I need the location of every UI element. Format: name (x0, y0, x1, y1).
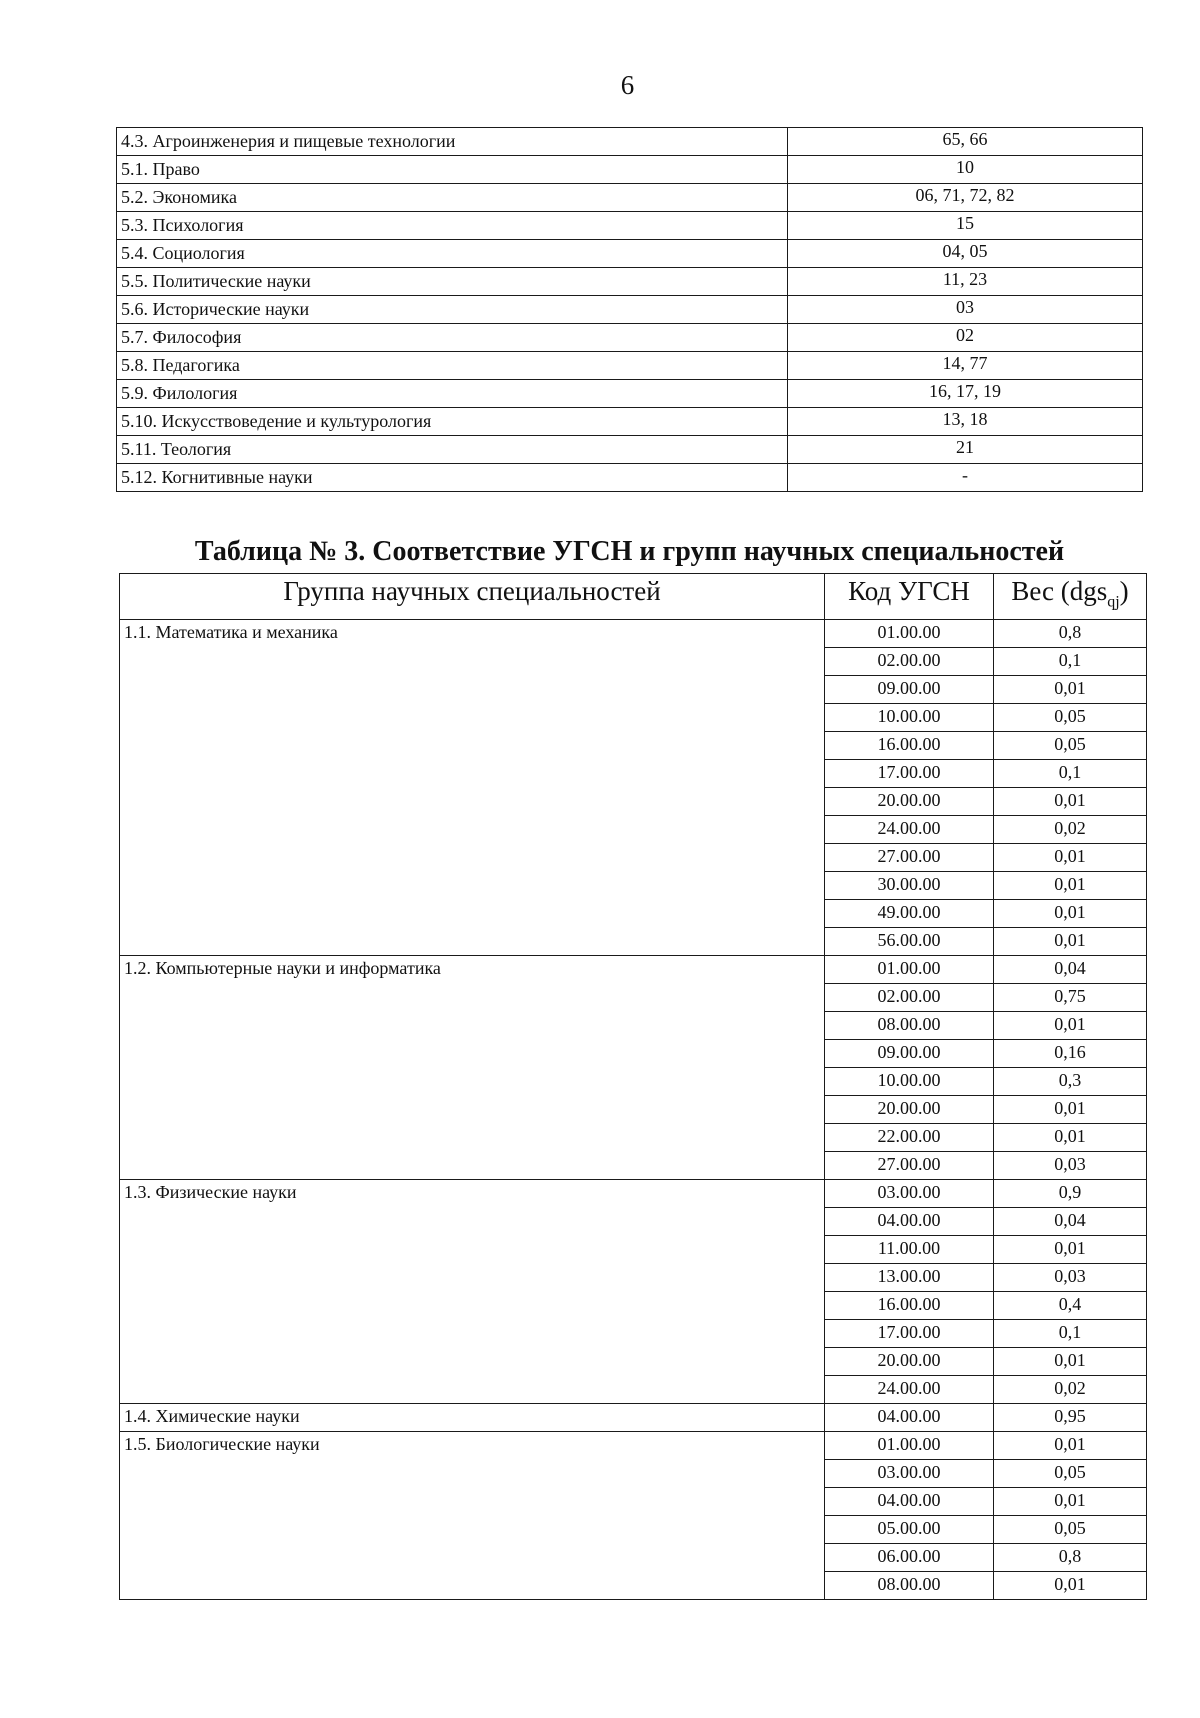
specialty-codes: 06, 71, 72, 82 (788, 184, 1143, 212)
weight-value: 0,01 (994, 676, 1147, 704)
ugsn-code: 04.00.00 (825, 1488, 994, 1516)
specialty-group-label: 5.2. Экономика (117, 184, 788, 212)
weight-value: 0,01 (994, 900, 1147, 928)
weight-value: 0,02 (994, 1376, 1147, 1404)
ugsn-code: 24.00.00 (825, 1376, 994, 1404)
ugsn-code: 03.00.00 (825, 1180, 994, 1208)
weight-value: 0,01 (994, 1124, 1147, 1152)
specialty-codes: 11, 23 (788, 268, 1143, 296)
specialty-group-label: 5.7. Философия (117, 324, 788, 352)
specialty-codes: 14, 77 (788, 352, 1143, 380)
specialty-group-label: 5.11. Теология (117, 436, 788, 464)
specialty-group-label: 5.9. Филология (117, 380, 788, 408)
table-row (117, 128, 1143, 156)
weight-value: 0,01 (994, 1348, 1147, 1376)
weight-value: 0,1 (994, 648, 1147, 676)
weight-value: 0,01 (994, 928, 1147, 956)
weight-value: 0,1 (994, 1320, 1147, 1348)
specialty-codes: 16, 17, 19 (788, 380, 1143, 408)
table-row (117, 184, 1143, 212)
ugsn-code: 27.00.00 (825, 844, 994, 872)
header-weight-suffix: ) (1119, 576, 1129, 606)
specialty-group-label: 5.10. Искусствоведение и культурология (117, 408, 788, 436)
ugsn-code: 01.00.00 (825, 1432, 994, 1460)
table-row (117, 240, 1143, 268)
ugsn-code: 20.00.00 (825, 1348, 994, 1376)
weight-value: 0,8 (994, 620, 1147, 648)
ugsn-code: 10.00.00 (825, 1068, 994, 1096)
specialty-codes: 03 (788, 296, 1143, 324)
weight-value: 0,75 (994, 984, 1147, 1012)
table-row (120, 620, 1147, 648)
ugsn-code: 04.00.00 (825, 1208, 994, 1236)
weight-value: 0,05 (994, 1516, 1147, 1544)
ugsn-code: 11.00.00 (825, 1236, 994, 1264)
specialty-group-label: 5.1. Право (117, 156, 788, 184)
ugsn-code: 06.00.00 (825, 1544, 994, 1572)
header-code: Код УГСН (825, 574, 994, 620)
specialty-group-label: 5.6. Исторические науки (117, 296, 788, 324)
table-row (120, 1180, 1147, 1208)
ugsn-code: 08.00.00 (825, 1572, 994, 1600)
ugsn-code: 01.00.00 (825, 620, 994, 648)
table-row (120, 1404, 1147, 1432)
ugsn-code: 04.00.00 (825, 1404, 994, 1432)
weight-value: 0,95 (994, 1404, 1147, 1432)
header-weight-subscript: qj (1107, 593, 1120, 611)
header-weight-prefix: Вес (dgs (1011, 576, 1108, 606)
group-name: 1.3. Физические науки (120, 1180, 825, 1404)
ugsn-code: 24.00.00 (825, 816, 994, 844)
specialty-group-label: 5.8. Педагогика (117, 352, 788, 380)
group-name: 1.1. Математика и механика (120, 620, 825, 956)
specialty-codes: 04, 05 (788, 240, 1143, 268)
weight-value: 0,01 (994, 1012, 1147, 1040)
table-row (120, 956, 1147, 984)
weight-value: 0,16 (994, 1040, 1147, 1068)
table-row (117, 296, 1143, 324)
header-group: Группа научных специальностей (120, 574, 825, 620)
ugsn-code: 16.00.00 (825, 1292, 994, 1320)
group-name: 1.2. Компьютерные науки и информатика (120, 956, 825, 1180)
ugsn-code: 05.00.00 (825, 1516, 994, 1544)
ugsn-code: 49.00.00 (825, 900, 994, 928)
specialty-codes: 65, 66 (788, 128, 1143, 156)
ugsn-code: 17.00.00 (825, 1320, 994, 1348)
table-row (117, 380, 1143, 408)
table-row (117, 464, 1143, 492)
weight-value: 0,04 (994, 1208, 1147, 1236)
header-weight (994, 574, 1147, 620)
specialty-group-label: 5.4. Социология (117, 240, 788, 268)
specialty-group-label: 5.3. Психология (117, 212, 788, 240)
ugsn-code: 56.00.00 (825, 928, 994, 956)
ugsn-code: 09.00.00 (825, 1040, 994, 1068)
specialty-codes: 10 (788, 156, 1143, 184)
ugsn-code: 27.00.00 (825, 1152, 994, 1180)
ugsn-code: 02.00.00 (825, 648, 994, 676)
specialty-codes: - (788, 464, 1143, 492)
weight-value: 0,03 (994, 1264, 1147, 1292)
group-name: 1.4. Химические науки (120, 1404, 825, 1432)
weight-value: 0,4 (994, 1292, 1147, 1320)
ugsn-code: 13.00.00 (825, 1264, 994, 1292)
ugsn-code: 02.00.00 (825, 984, 994, 1012)
specialty-codes-table-body (117, 128, 1143, 492)
weight-value: 0,01 (994, 1096, 1147, 1124)
weight-value: 0,05 (994, 1460, 1147, 1488)
weight-value: 0,1 (994, 760, 1147, 788)
table-row (120, 1432, 1147, 1460)
ugsn-code: 22.00.00 (825, 1124, 994, 1152)
ugsn-correspondence-table (119, 573, 1147, 1600)
table-header-row (120, 574, 1147, 620)
weight-value: 0,01 (994, 788, 1147, 816)
ugsn-code: 20.00.00 (825, 788, 994, 816)
table-row (117, 436, 1143, 464)
ugsn-code: 20.00.00 (825, 1096, 994, 1124)
table-row (117, 352, 1143, 380)
table-row (117, 324, 1143, 352)
ugsn-table-body (120, 620, 1147, 1600)
group-name: 1.5. Биологические науки (120, 1432, 825, 1600)
weight-value: 0,05 (994, 732, 1147, 760)
weight-value: 0,8 (994, 1544, 1147, 1572)
ugsn-code: 10.00.00 (825, 704, 994, 732)
specialty-group-label: 5.12. Когнитивные науки (117, 464, 788, 492)
weight-value: 0,01 (994, 1572, 1147, 1600)
ugsn-code: 03.00.00 (825, 1460, 994, 1488)
table-3-title: Таблица № 3. Соответствие УГСН и групп научных специальностей (194, 536, 1065, 567)
specialty-codes-table-continued (116, 127, 1143, 492)
weight-value: 0,3 (994, 1068, 1147, 1096)
specialty-group-label: 5.5. Политические науки (117, 268, 788, 296)
specialty-group-label: 4.3. Агроинженерия и пищевые технологии (117, 128, 788, 156)
table-row (117, 156, 1143, 184)
ugsn-code: 16.00.00 (825, 732, 994, 760)
weight-value: 0,01 (994, 844, 1147, 872)
weight-value: 0,02 (994, 816, 1147, 844)
weight-value: 0,01 (994, 872, 1147, 900)
specialty-codes: 15 (788, 212, 1143, 240)
table-row (117, 408, 1143, 436)
weight-value: 0,05 (994, 704, 1147, 732)
specialty-codes: 21 (788, 436, 1143, 464)
table-row (117, 268, 1143, 296)
specialty-codes: 13, 18 (788, 408, 1143, 436)
weight-value: 0,01 (994, 1488, 1147, 1516)
ugsn-code: 01.00.00 (825, 956, 994, 984)
weight-value: 0,04 (994, 956, 1147, 984)
ugsn-code: 08.00.00 (825, 1012, 994, 1040)
ugsn-code: 09.00.00 (825, 676, 994, 704)
weight-value: 0,01 (994, 1236, 1147, 1264)
table-row (117, 212, 1143, 240)
weight-value: 0,01 (994, 1432, 1147, 1460)
specialty-codes: 02 (788, 324, 1143, 352)
weight-value: 0,03 (994, 1152, 1147, 1180)
page-number: 6 (620, 70, 635, 100)
weight-value: 0,9 (994, 1180, 1147, 1208)
ugsn-code: 30.00.00 (825, 872, 994, 900)
ugsn-code: 17.00.00 (825, 760, 994, 788)
